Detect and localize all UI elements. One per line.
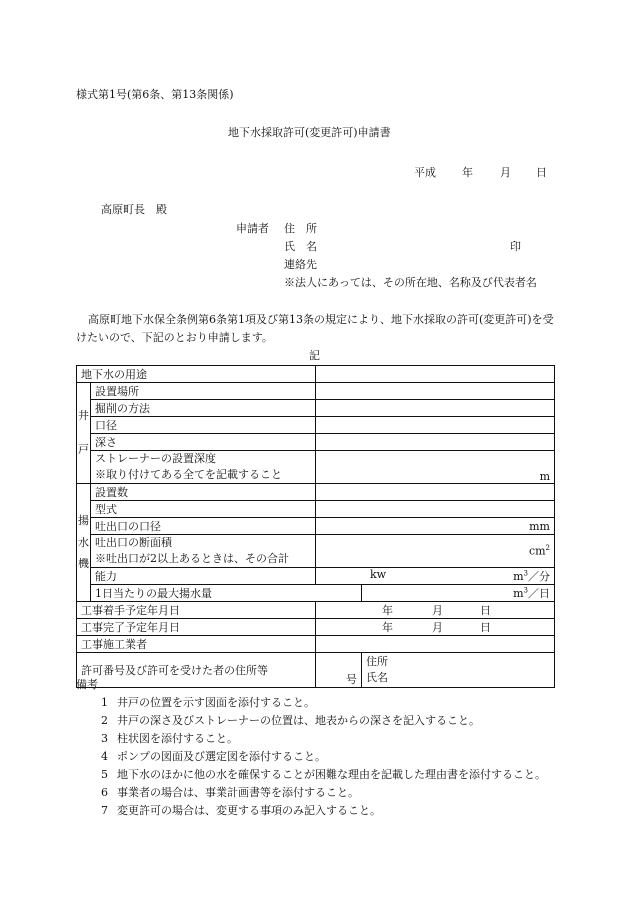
ki-mark: 記: [309, 349, 320, 362]
start-date-label: 工事着手予定年月日: [77, 602, 316, 619]
form-number: 様式第1号(第6条、第13条関係): [76, 88, 234, 101]
contractor-label: 工事施工業者: [77, 636, 316, 653]
row-pump-capacity: [77, 568, 555, 585]
row-max-daily: [77, 585, 555, 602]
well-method-label: 掘削の方法: [91, 400, 316, 417]
outlet-area-unit: $cm^2$: [316, 535, 555, 568]
outlet-diameter-label: 吐出口の口径: [91, 518, 316, 535]
applicant-contact-label: 連絡先: [284, 258, 317, 271]
well-diameter-label: 口径: [91, 417, 316, 434]
date-month: 月: [500, 166, 511, 179]
row-end-date: [77, 619, 555, 636]
remark-item: 3 柱状図を添付すること。: [101, 732, 238, 745]
remarks: [76, 676, 556, 820]
well-depth-label: 深さ: [91, 434, 316, 451]
applicant-name-label: 氏 名: [284, 240, 317, 253]
row-well-diameter: [77, 417, 555, 434]
applicant-address-label: 住 所: [284, 222, 317, 235]
row-pump-count: [77, 484, 555, 501]
row-well-depth: [77, 434, 555, 451]
form-title: 地下水採取許可(変更許可)申請書: [228, 126, 391, 139]
row-well-method: [77, 400, 555, 417]
pump-count-label: 設置数: [91, 484, 316, 501]
pump-capacity-units: [316, 568, 555, 585]
remark-item: 4 ポンプの図面及び選定図を添付すること。: [101, 750, 326, 763]
row-usage: [77, 366, 555, 383]
row-start-date: [77, 602, 555, 619]
capacity-unit-flow: $m^3/$分: [513, 569, 550, 583]
remark-item: 2 井戸の深さ及びストレーナーの位置は、地表からの深さを記入すること。: [101, 714, 480, 727]
applicant-label: 申請者: [236, 222, 269, 235]
date-year: 年: [462, 166, 473, 179]
permit-number-cell: 号: [316, 653, 362, 688]
well-depth-value: [316, 434, 555, 451]
row-well-strainer: [77, 451, 555, 484]
well-strainer-label: ストレーナーの設置深度 ※取り付けてある全てを記載すること: [91, 451, 316, 484]
date-day: 日: [536, 166, 547, 179]
pump-capacity-label: 能力: [91, 568, 316, 585]
row-contractor: [77, 636, 555, 653]
date-era: 平成: [414, 166, 436, 179]
well-location-value: [316, 383, 555, 400]
max-daily-unit: $m^3/$日: [362, 585, 555, 602]
capacity-unit-kw: kw: [370, 568, 387, 581]
row-pump-outlet-area: [77, 535, 555, 568]
outlet-area-label: 吐出口の断面積 ※吐出口が2以上あるときは、その合計: [91, 535, 316, 568]
row-pump-outlet-diameter: [77, 518, 555, 535]
well-location-label: 設置場所: [91, 383, 316, 400]
permit-label: 許可番号及び許可を受けた者の住所等: [77, 653, 316, 688]
remark-item: 1 井戸の位置を示す図面を添付すること。: [101, 696, 315, 709]
well-strainer-unit: m: [316, 451, 555, 484]
end-date-value: 年 月 日: [316, 619, 555, 636]
pump-count-value: [316, 484, 555, 501]
seal-mark: 印: [510, 240, 521, 253]
addressee: 高原町長 殿: [101, 203, 167, 216]
corporation-note: ※法人にあっては、その所在地、名称及び代表者名: [284, 276, 537, 289]
well-group-label: 井 戸: [77, 383, 91, 484]
permit-holder-cell: 住所 氏名: [362, 653, 555, 688]
usage-label: 地下水の用途: [77, 366, 316, 383]
remark-item: 6 事業者の場合は、事業計画書等を添付すること。: [101, 786, 359, 799]
row-well-location: [77, 383, 555, 400]
pump-model-label: 型式: [91, 501, 316, 518]
remarks-title: 備考: [76, 678, 98, 691]
outlet-diameter-unit: mm: [316, 518, 555, 535]
usage-value: [316, 366, 555, 383]
remark-item: 5 地下水のほかに他の水を確保することが困難な理由を記載した理由書を添付すること。: [101, 768, 546, 781]
start-date-value: 年 月 日: [316, 602, 555, 619]
contractor-value: [316, 636, 555, 653]
pump-model-value: [316, 501, 555, 518]
row-pump-model: [77, 501, 555, 518]
end-date-label: 工事完了予定年月日: [77, 619, 316, 636]
max-daily-label: 1日当たりの最大揚水量: [91, 585, 362, 602]
application-table: [76, 365, 555, 688]
well-method-value: [316, 400, 555, 417]
well-diameter-value: [316, 417, 555, 434]
remark-item: 7 変更許可の場合は、変更する事項のみ記入すること。: [101, 804, 381, 817]
pump-group-label: 揚 水 機: [77, 484, 91, 602]
application-statement: 高原町地下水保全条例第6条第1項及び第13条の規定により、地下水採取の許可(変更許可)を受けたいので、下記のとおり申請します。: [76, 313, 554, 344]
